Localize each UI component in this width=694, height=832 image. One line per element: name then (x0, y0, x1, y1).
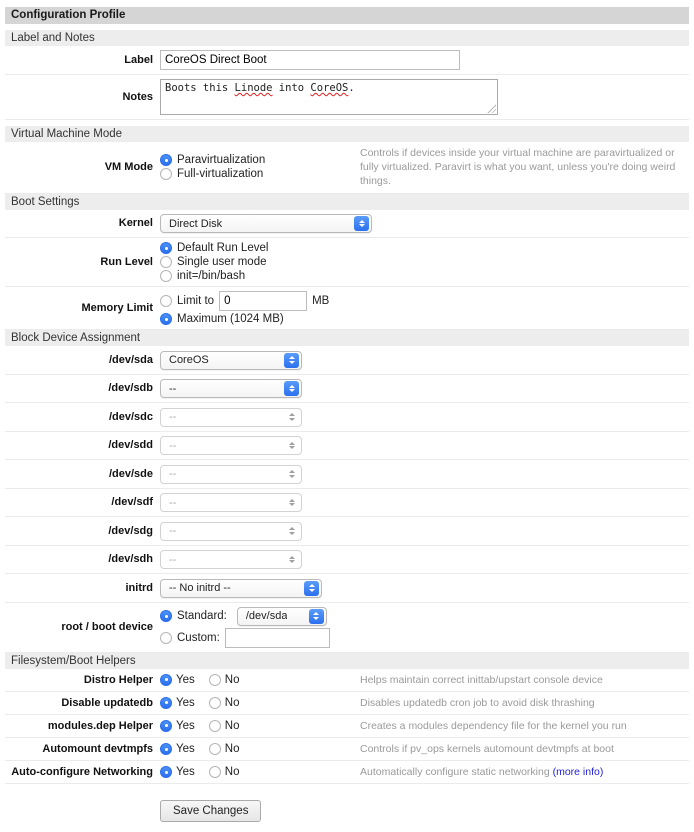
form-row-notes (5, 75, 689, 120)
radio-selected-icon[interactable] (160, 154, 172, 166)
memory-limit-input[interactable] (219, 291, 307, 311)
form-row-initrd (5, 574, 689, 603)
radio-option-custom-root[interactable]: Custom: (160, 628, 330, 648)
radio-yes-selected-icon[interactable] (160, 674, 172, 686)
select-stepper-icon (284, 552, 299, 567)
select-stepper-icon (284, 495, 299, 510)
form-row-dev-sdf (5, 489, 689, 518)
dev-sdb-select[interactable]: -- (160, 379, 302, 398)
notes-text: . (348, 82, 355, 94)
radio-option-full-virtualization[interactable]: Full-virtualization (160, 168, 360, 180)
more-info-link[interactable]: (more info) (552, 766, 604, 779)
distro-helper-label: Distro Helper (83, 673, 153, 686)
automount-devtmpfs-label: Automount devtmpfs (42, 743, 153, 756)
radio-no-icon[interactable] (209, 697, 221, 709)
save-row (5, 784, 689, 832)
auto-configure-networking-help-text: Automatically configure static networking (more info) (360, 766, 604, 779)
configuration-profile-form (5, 7, 689, 832)
select-stepper-icon (284, 467, 299, 482)
radio-no-icon[interactable] (209, 766, 221, 778)
notes-misspelled-word: CoreOS (310, 82, 349, 94)
notes-field-label: Notes (122, 91, 153, 103)
dev-sdf-label: /dev/sdf (111, 496, 153, 509)
dev-sdb-label: /dev/sdb (108, 382, 153, 395)
radio-selected-icon[interactable] (160, 313, 172, 325)
memory-limit-label: Memory Limit (81, 302, 153, 315)
kernel-label: Kernel (118, 217, 153, 230)
notes-textarea[interactable] (160, 79, 498, 115)
dev-sdd-label: /dev/sdd (108, 439, 153, 452)
select-stepper-icon (284, 438, 299, 453)
form-row-vm-mode (5, 142, 689, 194)
dev-sdd-select-disabled: -- (160, 436, 302, 455)
form-row-memory-limit (5, 287, 689, 330)
form-row-dev-sdd (5, 432, 689, 461)
dev-sdc-select-disabled: -- (160, 408, 302, 427)
form-row-automount-devtmpfs: Automount devtmpfs Yes No Controls if pv_ops kernels automount devtmpfs at boot (5, 738, 689, 761)
notes-misspelled-word: Linode (234, 82, 273, 94)
radio-selected-icon[interactable] (160, 610, 172, 622)
custom-root-input[interactable] (225, 628, 330, 648)
dev-sdf-select-disabled: -- (160, 493, 302, 512)
radio-selected-icon[interactable] (160, 242, 172, 254)
save-changes-button[interactable]: Save Changes (160, 800, 261, 822)
form-row-dev-sda (5, 346, 689, 375)
form-row-root-boot-device (5, 603, 689, 653)
standard-root-select[interactable]: /dev/sda (237, 607, 327, 626)
select-stepper-icon (284, 353, 299, 368)
radio-option-single-user-mode[interactable]: Single user mode (160, 256, 268, 268)
page-title: Configuration Profile (5, 7, 689, 24)
select-stepper-icon (284, 381, 299, 396)
radio-yes-selected-icon[interactable] (160, 697, 172, 709)
notes-text: Boots this (165, 82, 235, 94)
dev-sde-label: /dev/sde (108, 467, 153, 480)
radio-no-icon[interactable] (209, 674, 221, 686)
form-row-dev-sde (5, 460, 689, 489)
distro-helper-help-text: Helps maintain correct inittab/upstart console device (360, 673, 603, 686)
form-row-disable-updatedb: Disable updatedb Yes No Disables updatedb cron job to avoid disk thrashing (5, 692, 689, 715)
radio-option-paravirtualization[interactable]: Paravirtualization (160, 154, 360, 166)
dev-sda-select[interactable]: CoreOS (160, 351, 302, 370)
form-row-run-level (5, 238, 689, 287)
select-stepper-icon (284, 524, 299, 539)
vm-mode-label: VM Mode (104, 161, 153, 174)
section-block-device-assignment: Block Device Assignment (5, 330, 689, 346)
radio-unselected-icon[interactable] (160, 270, 172, 282)
radio-unselected-icon[interactable] (160, 168, 172, 180)
radio-unselected-icon[interactable] (160, 295, 172, 307)
section-virtual-machine-mode: Virtual Machine Mode (5, 126, 689, 142)
form-row-distro-helper: Distro Helper Yes No Helps maintain correct inittab/upstart console device (5, 669, 689, 692)
disable-updatedb-help-text: Disables updatedb cron job to avoid disk thrashing (360, 696, 595, 709)
radio-option-maximum-memory[interactable]: Maximum (1024 MB) (160, 313, 329, 325)
form-row-label (5, 46, 689, 75)
automount-devtmpfs-help-text: Controls if pv_ops kernels automount devtmpfs at boot (360, 743, 614, 756)
label-input[interactable] (160, 50, 460, 70)
dev-sda-label: /dev/sda (108, 353, 153, 366)
disable-updatedb-label: Disable updatedb (61, 696, 153, 709)
form-row-kernel (5, 210, 689, 239)
label-field-label: Label (124, 54, 153, 66)
radio-unselected-icon[interactable] (160, 256, 172, 268)
form-row-dev-sdh (5, 546, 689, 575)
radio-unselected-icon[interactable] (160, 632, 172, 644)
form-row-dev-sdg (5, 517, 689, 546)
form-row-modules-dep-helper: modules.dep Helper Yes No Creates a modules dependency file for the kernel you run (5, 715, 689, 738)
dev-sde-select-disabled: -- (160, 465, 302, 484)
section-label-and-notes: Label and Notes (5, 30, 689, 46)
vm-mode-help-text: Controls if devices inside your virtual machine are paravirtualized or fully virtualized. Paravirt is what you want, unless you're doing weird things. (360, 147, 676, 188)
kernel-select[interactable]: Direct Disk (160, 214, 372, 233)
radio-yes-selected-icon[interactable] (160, 720, 172, 732)
modules-dep-helper-help-text: Creates a modules dependency file for the kernel you run (360, 719, 627, 732)
select-stepper-icon (309, 609, 324, 624)
initrd-select[interactable]: -- No initrd -- (160, 579, 322, 598)
radio-yes-selected-icon[interactable] (160, 743, 172, 755)
auto-configure-networking-label: Auto-configure Networking (11, 766, 153, 779)
run-level-label: Run Level (100, 256, 153, 269)
memory-unit-label: MB (312, 295, 330, 308)
form-row-dev-sdc (5, 403, 689, 432)
resize-grip-icon[interactable] (486, 103, 496, 113)
form-row-auto-configure-networking: Auto-configure Networking Yes No Automatically configure static networking (more info) (5, 761, 689, 784)
dev-sdg-label: /dev/sdg (108, 524, 153, 537)
dev-sdc-label: /dev/sdc (108, 410, 153, 423)
radio-yes-selected-icon[interactable] (160, 766, 172, 778)
modules-dep-helper-label: modules.dep Helper (47, 719, 153, 732)
radio-option-init-bin-bash[interactable]: init=/bin/bash (160, 270, 268, 282)
form-row-dev-sdb (5, 375, 689, 404)
dev-sdh-select-disabled: -- (160, 550, 302, 569)
dev-sdg-select-disabled: -- (160, 522, 302, 541)
root-boot-device-label: root / boot device (61, 621, 153, 634)
select-stepper-icon (284, 410, 299, 425)
notes-text: into (272, 82, 311, 94)
radio-no-icon[interactable] (209, 743, 221, 755)
section-filesystem-boot-helpers: Filesystem/Boot Helpers (5, 653, 689, 669)
section-boot-settings: Boot Settings (5, 194, 689, 210)
radio-no-icon[interactable] (209, 720, 221, 732)
radio-option-standard-root[interactable]: Standard: /dev/sda (160, 607, 330, 626)
dev-sdh-label: /dev/sdh (108, 553, 153, 566)
initrd-label: initrd (125, 581, 153, 594)
select-stepper-icon (304, 581, 319, 596)
radio-option-default-run-level[interactable]: Default Run Level (160, 242, 268, 254)
radio-option-limit-to[interactable]: Limit to 0 MB (160, 291, 329, 311)
select-stepper-icon (354, 216, 369, 231)
